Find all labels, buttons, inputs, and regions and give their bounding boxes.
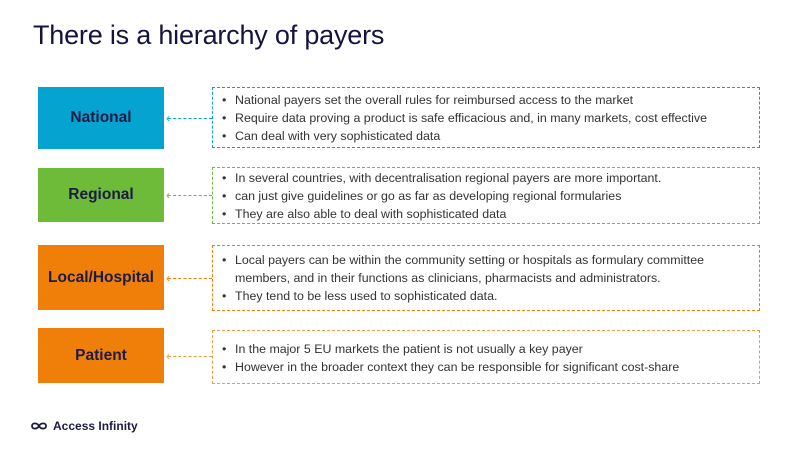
- bullet-item: • However in the broader context they can be responsible for significant cost-share: [221, 358, 751, 376]
- bullet-item: [221, 251, 751, 287]
- dashed-connector: [168, 278, 212, 279]
- bullet-item: • can just give guidelines or go as far as developing regional formularies: [221, 187, 751, 205]
- tier-label-text: Local/Hospital: [48, 268, 154, 286]
- tier-label-regional: [38, 168, 164, 222]
- bullet-item: • In several countries, with decentralisation regional payers are more important.: [221, 169, 751, 187]
- arrow-left-icon: ‹: [166, 111, 170, 125]
- bullet-line: members, and in their functions as clinicians, pharmacists and administrators.: [235, 271, 661, 285]
- tier-details-local-hospital: [212, 245, 760, 311]
- arrow-left-icon: ‹: [166, 188, 170, 202]
- arrow-left-icon: ‹: [166, 349, 170, 363]
- tier-label-national: [38, 87, 164, 149]
- dashed-connector: [168, 118, 212, 119]
- bullet-item: • Can deal with very sophisticated data: [221, 127, 751, 145]
- bullet-item: • They tend to be less used to sophisticated data.: [221, 287, 751, 305]
- dashed-connector: [168, 356, 212, 357]
- bullet-item: • In the major 5 EU markets the patient is not usually a key payer: [221, 340, 751, 358]
- access-infinity-logo: [30, 419, 138, 433]
- dashed-connector: [168, 195, 212, 196]
- tier-details-patient: [212, 330, 760, 384]
- logo-text: Access Infinity: [53, 419, 138, 433]
- tier-label-text: Patient: [75, 346, 127, 364]
- bullet-item: • Require data proving a product is safe efficacious and, in many markets, cost effective: [221, 109, 751, 127]
- arrow-left-icon: ‹: [166, 271, 170, 285]
- tier-label-text: Regional: [68, 186, 134, 203]
- infinity-icon: [30, 421, 48, 431]
- tier-label-patient: [38, 328, 164, 383]
- slide-title: There is a hierarchy of payers: [33, 20, 385, 50]
- tier-details-national: [212, 87, 760, 148]
- bullet-item: • National payers set the overall rules for reimbursed access to the market: [221, 91, 751, 109]
- bullet-item: • They are also able to deal with sophisticated data: [221, 205, 751, 223]
- tier-label-text: National: [70, 109, 132, 126]
- tier-details-regional: [212, 167, 760, 224]
- tier-label-local-hospital: [38, 245, 164, 310]
- bullet-line: Local payers can be within the community setting or hospitals as formulary committee: [235, 253, 704, 267]
